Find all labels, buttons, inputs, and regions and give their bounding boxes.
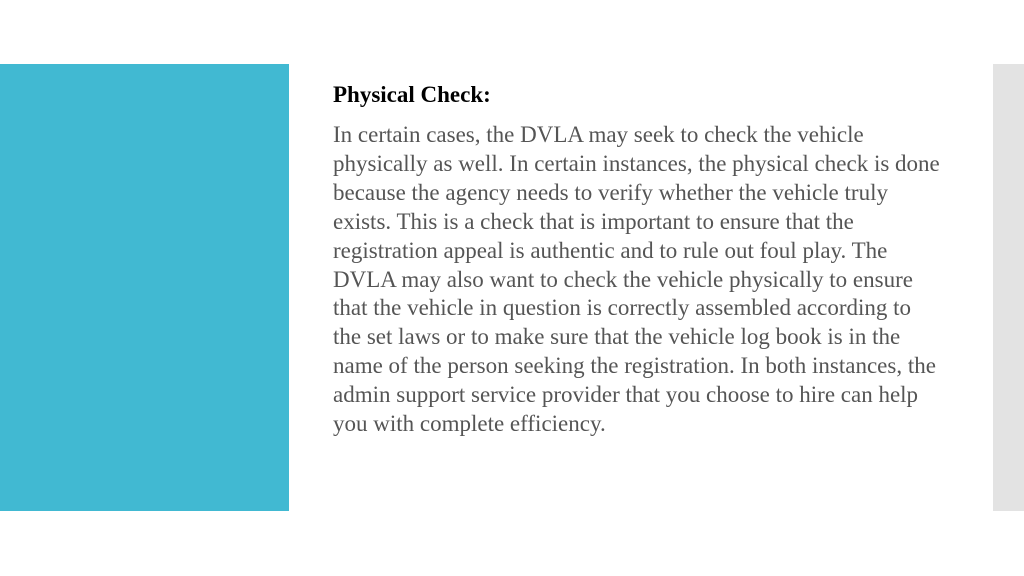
slide-heading: Physical Check:	[333, 82, 491, 107]
slide-content	[333, 80, 943, 439]
slide-body-text: In certain cases, the DVLA may seek to check the vehicle physically as well. In certain instances, the physical check is done because the agency needs to verify whether the vehicle truly exists. This is a check that is important to ensure that the registration appeal is authentic and to rule out foul play. The DVLA may also want to check the vehicle physically to ensure that the vehicle in question is correctly assembled according to the set laws or to make sure that the vehicle log book is in the name of the person seeking the registration. In both instances, the admin support service provider that you choose to hire can help you with complete efficiency.	[333, 122, 940, 437]
side-strip	[993, 64, 1024, 511]
accent-panel	[0, 64, 289, 511]
